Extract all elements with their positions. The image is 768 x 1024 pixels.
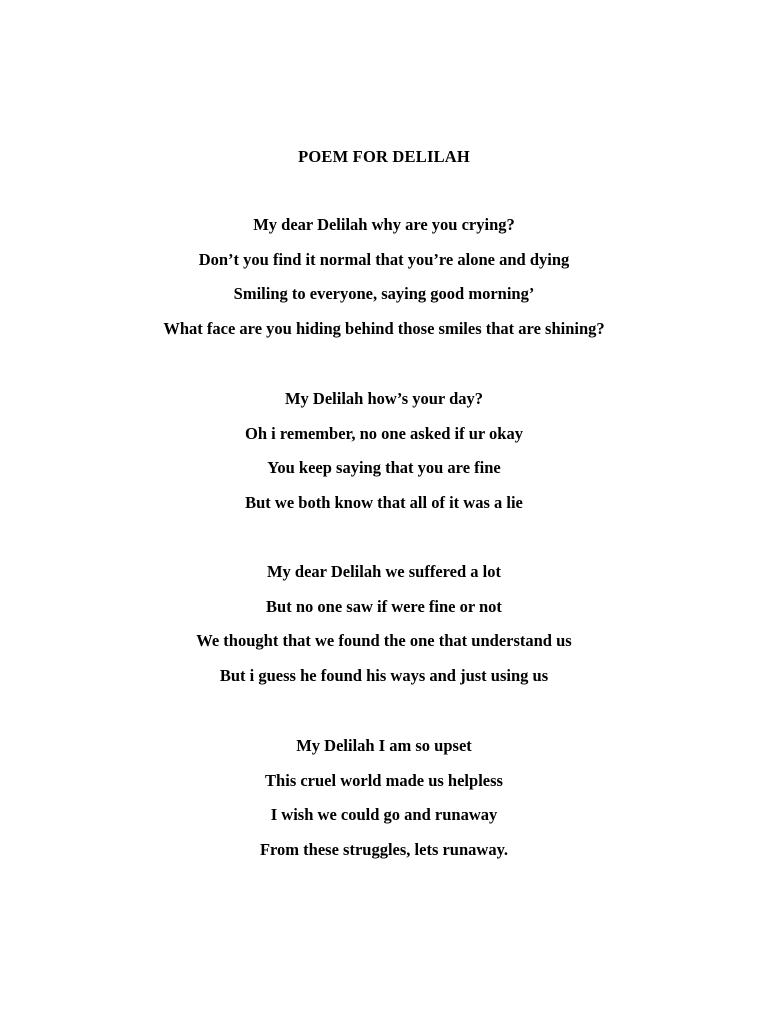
stanza-4: [0, 735, 768, 873]
stanza-2: [0, 388, 768, 526]
poem-line: What face are you hiding behind those smiles that are shining?: [163, 318, 605, 338]
poem-line: We thought that we found the one that understand us: [196, 631, 572, 651]
poem-line: But i guess he found his ways and just using us: [219, 665, 549, 685]
poem-line: But no one saw if were fine or not: [266, 596, 502, 616]
poem-line: You keep saying that you are fine: [267, 458, 501, 478]
poem-line: Oh i remember, no one asked if ur okay: [245, 423, 523, 443]
poem-line: But we both know that all of it was a lie: [245, 492, 523, 512]
poem-line: From these struggles, lets runaway.: [259, 839, 509, 859]
poem-line: My dear Delilah why are you crying?: [253, 215, 515, 234]
poem-line: My Delilah I am so upset: [296, 736, 472, 755]
poem-line: My dear Delilah we suffered a lot: [266, 562, 502, 581]
poem-line: My Delilah how’s your day?: [284, 389, 484, 408]
poem-title: POEM FOR DELILAH: [298, 147, 470, 166]
poem-line: This cruel world made us helpless: [265, 770, 503, 790]
poem-line: Don’t you find it normal that you’re alone and dying: [198, 249, 570, 269]
poem-line: I wish we could go and runaway: [270, 805, 498, 825]
poem-line: Smiling to everyone, saying good morning’: [233, 284, 535, 304]
stanza-3: [0, 561, 768, 699]
stanza-1: [0, 214, 768, 352]
